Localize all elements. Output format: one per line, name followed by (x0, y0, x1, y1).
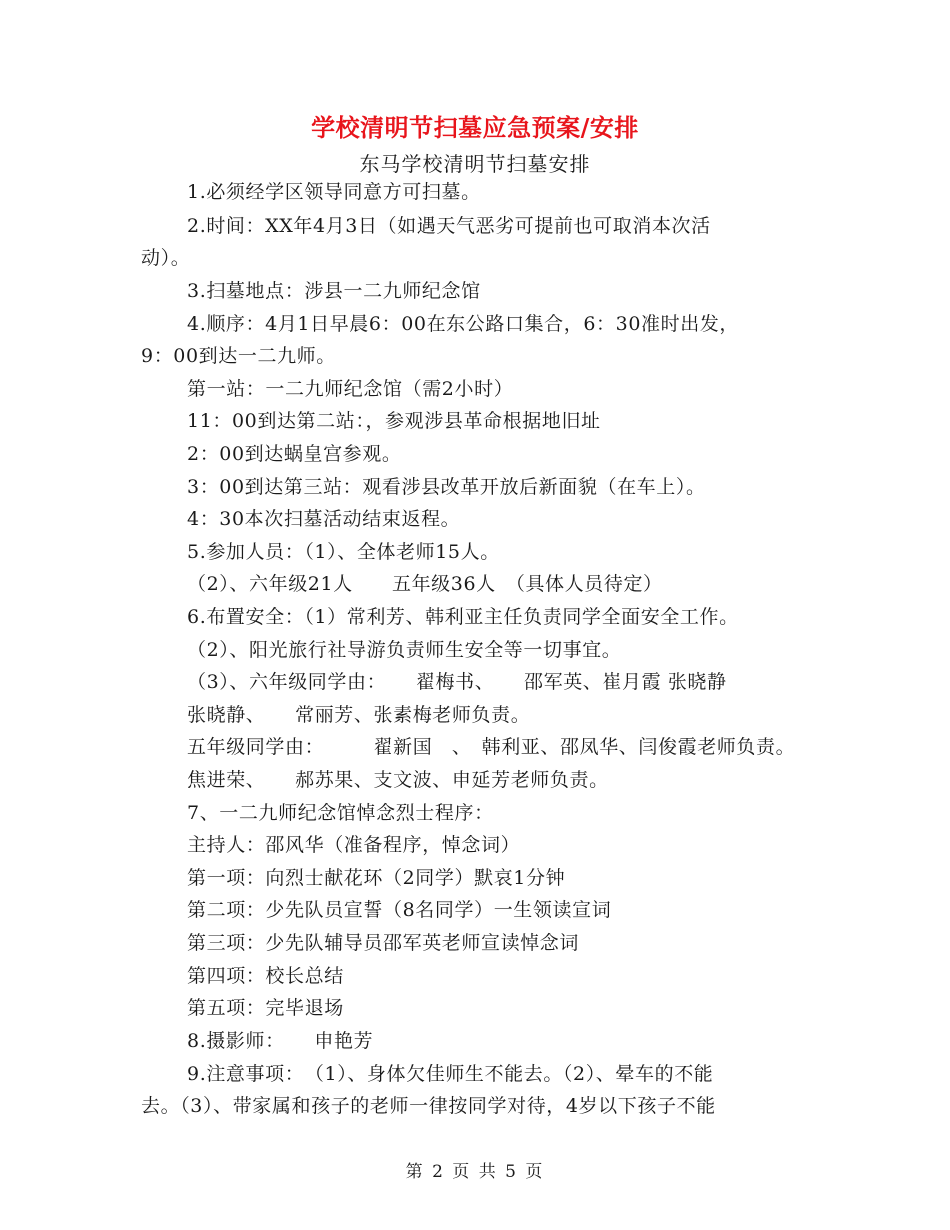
body-line: 8.摄影师： 申艳芳 (187, 1030, 374, 1052)
body-line: 4：30本次扫墓活动结束返程。 (187, 508, 461, 530)
body-line: 3：00到达第三站：观看涉县改革开放后新面貌（在车上）。 (187, 476, 706, 498)
body-line: 第一站：一二九师纪念馆（需2小时） (187, 378, 514, 400)
body-line: 第一项：向烈士献花环（2同学）默哀1分钟 (187, 867, 566, 889)
body-line: 2.时间：XX年4月3日（如遇天气恶劣可提前也可取消本次活 (187, 215, 711, 237)
body-line: （2）、阳光旅行社导游负责师生安全等一切事宜。 (187, 639, 622, 661)
body-line: （2）、六年级21人 五年级36人 （具体人员待定） (187, 573, 663, 595)
body-line: 11：00到达第二站：，参观涉县革命根据地旧址 (187, 410, 601, 432)
body-line: 3.扫墓地点：涉县一二九师纪念馆 (187, 280, 481, 302)
body-line: 五年级同学由： 翟新国 、 韩利亚、邵凤华、闫俊霞老师负责。 (187, 736, 796, 758)
body-line: 9：00到达一二九师。 (141, 345, 336, 367)
body-line: 第五项：完毕退场 (187, 997, 344, 1019)
body-line: 2：00到达蜗皇宫参观。 (187, 443, 402, 465)
body-line: 主持人：邵风华（准备程序，悼念词） (187, 834, 521, 856)
body-line: 去。（3）、带家属和孩子的老师一律按同学对待，4岁以下孩子不能 (141, 1095, 716, 1117)
body-line: （3）、六年级同学由： 翟梅书、 邵军英、崔月霞 张晓静 (187, 671, 727, 693)
body-line: 5.参加人员：（1）、全体老师15人。 (187, 541, 500, 563)
page-number: 第 2 页 共 5 页 (405, 1162, 545, 1182)
body-line: 第三项：少先队辅导员邵军英老师宣读悼念词 (187, 932, 580, 954)
body-line: 6.布置安全：（1）常利芳、韩利亚主任负责同学全面安全工作。 (187, 606, 739, 628)
body-line: 动）。 (141, 247, 191, 269)
document-title: 学校清明节扫墓应急预案/安排 (311, 113, 639, 142)
document-subtitle: 东马学校清明节扫墓安排 (359, 152, 591, 176)
body-line: 1.必须经学区领导同意方可扫墓。 (187, 181, 481, 203)
body-line: 4.顺序：4月1日早晨6：00在东公路口集合，6：30准时出发， (187, 313, 740, 335)
body-line: 7、一二九师纪念馆悼念烈士程序： (187, 802, 494, 824)
body-line: 张晓静、 常丽芳、张素梅老师负责。 (187, 704, 531, 726)
body-line: 焦进荣、 郝苏果、支文波、申延芳老师负责。 (187, 769, 609, 791)
body-line: 9.注意事项： （1）、身体欠佳师生不能去。（2）、晕车的不能 (187, 1063, 714, 1085)
body-line: 第四项：校长总结 (187, 965, 344, 987)
body-line: 第二项：少先队员宣誓（8名同学）一生领读宣词 (187, 899, 612, 921)
